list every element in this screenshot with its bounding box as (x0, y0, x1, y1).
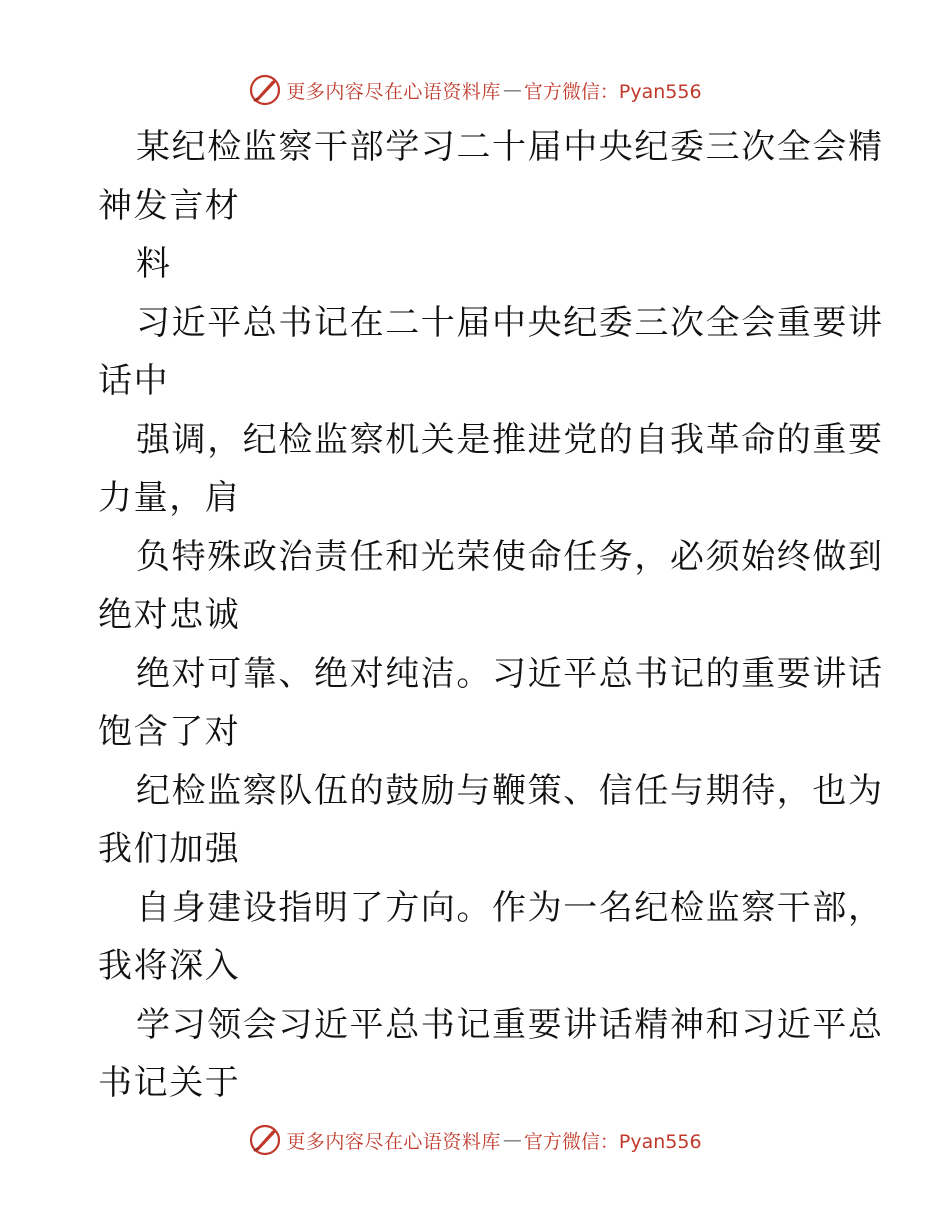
text-line: 学习领会习近平总书记重要讲话精神和习近平总 (136, 1004, 884, 1045)
text-line: 料 (136, 244, 172, 284)
wechat-id-text: 官方微信：Pyan556 (523, 80, 702, 103)
text-line: 我们加强 (98, 829, 241, 869)
text-line: 话中 (98, 361, 170, 401)
text-line: 某纪检监察干部学习二十届中央纪委三次全会精 (136, 127, 884, 167)
site-name-text: 更多内容尽在心语资料库 (286, 1130, 501, 1153)
text-line: 书记关于 (98, 1063, 241, 1103)
text-line: 强调，纪检监察机关是推进党的自我革命的重要 (136, 419, 884, 460)
text-line: 我将深入 (98, 946, 241, 986)
text-line: 习近平总书记在二十届中央纪委三次全会重要讲 (136, 302, 884, 343)
text-line: 自身建设指明了方向。作为一名纪检监察干部， (136, 887, 884, 928)
banner-separator: — (502, 79, 522, 101)
quill-pen-logo-icon (248, 73, 282, 107)
text-line: 绝对可靠、绝对纯洁。习近平总书记的重要讲话 (136, 653, 884, 694)
banner-separator: — (502, 1129, 522, 1151)
header-banner (0, 70, 950, 110)
text-line: 神发言材 (98, 185, 241, 226)
quill-pen-logo-icon (248, 1123, 282, 1157)
text-line: 负特殊政治责任和光荣使命任务，必须始终做到 (136, 536, 884, 577)
text-line: 饱含了对 (98, 712, 241, 752)
footer-banner (0, 1120, 950, 1160)
text-line: 力量，肩 (98, 478, 241, 518)
text-line: 纪检监察队伍的鼓励与鞭策、信任与期待，也为 (136, 770, 884, 811)
wechat-id-text: 官方微信：Pyan556 (523, 1130, 702, 1153)
site-name-text: 更多内容尽在心语资料库 (286, 80, 501, 103)
text-line: 绝对忠诚 (98, 595, 241, 635)
document-body (0, 118, 950, 1113)
